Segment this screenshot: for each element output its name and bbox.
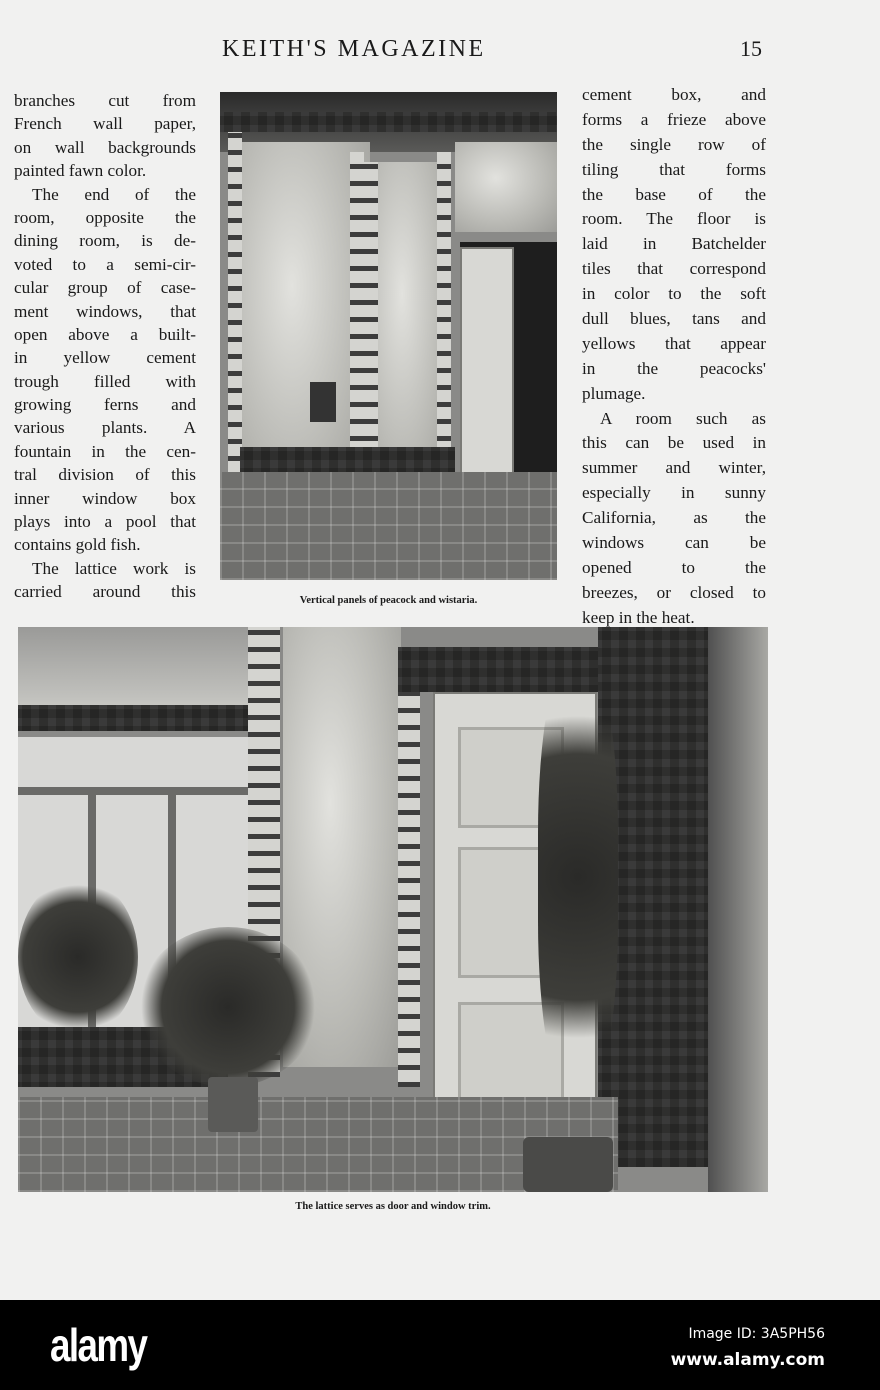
figure-caption: Vertical panels of peacock and wistaria. bbox=[299, 595, 478, 606]
text-line: painted fawn color. bbox=[14, 161, 147, 181]
text-line: carried around this bbox=[14, 582, 196, 602]
text-line: in color to the soft bbox=[582, 284, 766, 304]
text-line: yellows that appear bbox=[582, 333, 766, 353]
text-line: inner window box bbox=[14, 488, 196, 508]
text-line: especially in sunny bbox=[582, 483, 766, 503]
text-line: French wall paper, bbox=[14, 114, 196, 134]
text-line: this can be used in bbox=[582, 433, 766, 453]
text-line: growing ferns and bbox=[14, 395, 196, 415]
text-line: The lattice work is bbox=[32, 558, 196, 578]
text-line: tiles that correspond bbox=[582, 259, 766, 279]
text-line: fountain in the cen- bbox=[14, 441, 196, 461]
text-line: room. The floor is bbox=[582, 209, 766, 229]
figure-caption: The lattice serves as door and window trim. bbox=[295, 1201, 491, 1212]
text-line: various plants. A bbox=[14, 418, 196, 438]
running-header bbox=[0, 36, 880, 66]
text-line: dining room, is de- bbox=[14, 231, 196, 251]
text-line: The end of the bbox=[32, 184, 196, 204]
text-line: in the peacocks' bbox=[582, 358, 766, 378]
text-line: laid in Batchelder bbox=[582, 234, 766, 254]
text-line: cular group of case- bbox=[14, 278, 196, 298]
text-line: the single row of bbox=[582, 134, 766, 154]
text-line: dull blues, tans and bbox=[582, 309, 766, 329]
text-line: voted to a semi-cir- bbox=[14, 254, 196, 274]
text-line: cement box, and bbox=[582, 85, 766, 104]
text-line: plays into a pool that bbox=[14, 512, 196, 532]
text-line: California, as the bbox=[582, 508, 766, 528]
alamy-logo: alamy bbox=[50, 1319, 147, 1371]
text-line: the base of the bbox=[582, 184, 766, 204]
page-number: 15 bbox=[740, 36, 762, 61]
text-line: tiling that forms bbox=[582, 159, 766, 179]
photo-lattice-door bbox=[18, 627, 768, 1192]
text-line: tral division of this bbox=[14, 465, 196, 485]
magazine-title: KEITH'S MAGAZINE bbox=[222, 36, 486, 62]
text-line: in yellow cement bbox=[14, 348, 196, 368]
text-line: branches cut from bbox=[14, 91, 196, 110]
right-text-column bbox=[582, 83, 766, 631]
text-line: plumage. bbox=[582, 383, 646, 403]
text-line: contains gold fish. bbox=[14, 535, 141, 555]
text-line: forms a frieze above bbox=[582, 109, 766, 129]
text-line: on wall backgrounds bbox=[14, 137, 196, 157]
text-line: windows can be bbox=[582, 533, 766, 553]
text-line: breezes, or closed to bbox=[582, 582, 766, 602]
watermark-footer bbox=[0, 1300, 880, 1390]
photo-peacock-panels bbox=[220, 92, 557, 580]
text-line: ment windows, that bbox=[14, 301, 196, 321]
site-url[interactable]: www.alamy.com bbox=[670, 1350, 825, 1370]
left-text-column bbox=[14, 89, 196, 604]
text-line: summer and winter, bbox=[582, 458, 766, 478]
text-line: trough filled with bbox=[14, 371, 196, 391]
text-line: keep in the heat. bbox=[582, 607, 695, 627]
text-line: opened to the bbox=[582, 557, 766, 577]
image-id: Image ID: 3A5PH56 bbox=[688, 1326, 825, 1342]
text-line: A room such as bbox=[600, 408, 766, 428]
text-line: room, opposite the bbox=[14, 207, 196, 227]
text-line: open above a built- bbox=[14, 324, 196, 344]
